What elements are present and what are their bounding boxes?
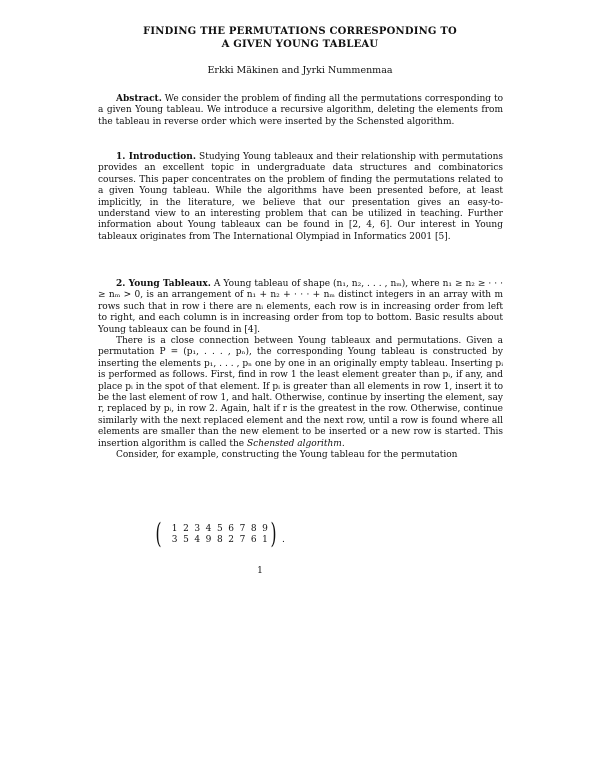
matrix-top-cell: 6 (228, 524, 234, 534)
section2-paragraph-2: There is a close connection between Young tableaux and permutations. Given a permutation P = (p₁, . . . , pₙ), the corresponding Young tableau is constructed by inserting the elements p₁, . . . , pₙ one by one in an originally empty tableau. Inserting pᵢ is performed as follows. First, find in row 1 the least element greater than pᵢ, if any, and place pᵢ in the spot of that element. If pᵢ is greater than all elements in row 1, insert it to be the last element of row 1, and halt. Otherwise, continue by inserting the element, say r, replaced by pᵢ, in row 2. Again, halt if r is the greatest in the row. Otherwise, continue similarly with the next replaced element and the next row, until a row is found where all elements are smaller than the new element to be inserted or a new row is started. This insertion algorithm is called the (98, 336, 503, 449)
permutation-matrix (157, 518, 297, 548)
matrix-bottom-cell: 5 (183, 535, 189, 545)
matrix-bottom-cell: 9 (205, 535, 212, 545)
title-line-2: A GIVEN YOUNG TABLEAU (221, 39, 379, 50)
matrix-top-row (169, 524, 271, 534)
right-parenthesis: ) (270, 517, 277, 550)
matrix-top-cell: 4 (205, 524, 212, 534)
matrix-top-cell: 1 (171, 524, 178, 534)
page-number: 1 (257, 566, 263, 576)
intro-heading: 1. Introduction. (116, 152, 196, 162)
authors: Erkki Mäkinen and Jyrki Nummenmaa (207, 65, 393, 76)
section-introduction (98, 152, 503, 243)
intro-text: Studying Young tableaux and their relationship with permutations provides an excellent topic in undergraduate data structures and combinatorics courses. This paper concentrates on the problem of finding the permutations related to a given Young tableau. While the algorithms have been presented before, at least implicitly, in the literature, we believe that our presentation gives an easy-to-understand view to an interesting problem that can be utilized in teaching. Further information about Young tableaux can be found in [2, 4, 6]. Our interest in Young tableaux originates from The International Olympiad in Informatics 2001 [5]. (98, 152, 503, 242)
section2-heading: 2. Young Tableaux. (116, 279, 211, 289)
matrix-bottom-cell: 2 (228, 535, 234, 545)
section2-paragraph-3: Consider, for example, constructing the Young tableau for the permutation (116, 450, 458, 461)
paper-title (60, 25, 540, 51)
matrix-bottom-cell: 7 (239, 535, 246, 545)
title-line-1: FINDING THE PERMUTATIONS CORRESPONDING TO (143, 26, 457, 37)
matrix-top-cell: 3 (194, 524, 201, 534)
left-parenthesis: ( (155, 517, 162, 550)
matrix-bottom-cell: 1 (262, 535, 268, 545)
matrix-bottom-cell: 4 (194, 535, 201, 545)
matrix-bottom-row (169, 535, 271, 545)
matrix-bottom-cell: 6 (250, 535, 257, 545)
matrix-top-cell: 2 (183, 524, 189, 534)
matrix-top-cell: 8 (250, 524, 257, 534)
matrix-top-cell: 7 (239, 524, 246, 534)
matrix-bottom-cell: 8 (216, 535, 223, 545)
section2-paragraph-1: A Young tableau of shape (n₁, n₂, . . . , nₘ), where n₁ ≥ n₂ ≥ · · · ≥ nₘ > 0, is an arrangement of n₁ + n₂ + · · · + nₘ distinct integers in an array with m rows such that in row i there are nᵢ elements, each row is in increasing order from left to right, and each column is in increasing order from top to bottom. Basic results about Young tableaux can be found in [4]. (98, 279, 503, 335)
matrix-top-cell: 9 (262, 524, 268, 534)
abstract (98, 94, 503, 128)
section-young-tableaux (98, 279, 503, 462)
abstract-head: Abstract. (116, 94, 162, 104)
matrix-trailing-period: . (282, 535, 285, 545)
matrix-top-cell: 5 (216, 524, 223, 534)
matrix-bottom-cell: 3 (171, 535, 178, 545)
schensted-term: Schensted algorithm (246, 438, 342, 449)
section2-paragraph-2-end: . (341, 438, 345, 449)
abstract-text: We consider the problem of finding all the permutations corresponding to a given Young tableau. We introduce a recursive algorithm, deleting the elements from the tableau in reverse order which were inserted by the Schensted algorithm. (98, 94, 503, 127)
